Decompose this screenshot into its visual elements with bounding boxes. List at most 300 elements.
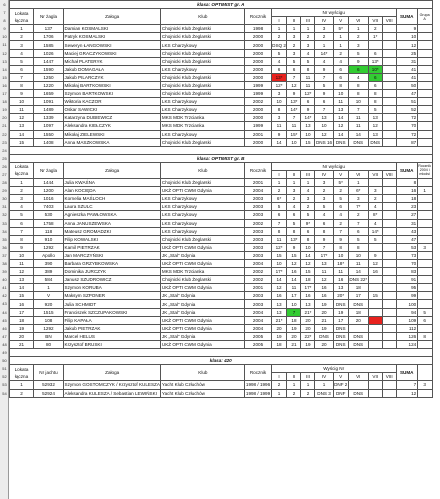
cell[interactable]: 1998 / 1999 [245,390,271,396]
cell[interactable]: 126 [396,332,417,340]
cell[interactable] [417,41,432,49]
cell[interactable]: 2002 [245,219,271,227]
cell[interactable]: 10 [333,251,348,259]
cell[interactable]: 1097 [34,122,64,130]
cell[interactable] [382,332,396,340]
cell[interactable]: 13* [287,235,301,243]
row-number[interactable]: 48 [2,341,7,347]
cell[interactable]: DNS 3 [315,389,333,397]
cell[interactable]: LKS Charzykowy [161,65,245,73]
cell[interactable]: Chojnicki Klub Żeglarski [161,235,245,243]
cell[interactable] [417,292,432,300]
cell[interactable]: 1 [348,179,368,187]
cell[interactable] [368,332,382,340]
cell[interactable] [382,227,396,235]
cell[interactable]: 5 [348,49,368,57]
cell[interactable]: 6 [287,211,301,219]
cell[interactable]: 12 [368,260,382,268]
cell[interactable]: 8 [315,227,333,235]
cell[interactable] [382,98,396,106]
cell[interactable]: V [34,292,64,300]
cell[interactable]: 2 [287,195,301,203]
cell[interactable]: 70 [396,260,417,268]
cell[interactable]: Katarzyna DUBIEWICZ [64,114,161,122]
table-row[interactable] [10,179,433,187]
cell[interactable] [417,251,432,259]
cell[interactable]: 9 [10,90,34,98]
cell[interactable]: 390 [34,260,64,268]
cell[interactable]: 11 [271,235,287,243]
cell[interactable]: Agnieszka PAWŁOWSKA [64,211,161,219]
cell[interactable]: 1220 [34,81,64,89]
row-number[interactable]: 11 [2,41,7,47]
cell[interactable]: Szymon BARTKOWSKI [64,90,161,98]
table-row[interactable] [10,381,433,389]
cell[interactable]: LKS Charzykowy [161,41,245,49]
cell[interactable]: 2001 [245,284,271,292]
cell[interactable]: 12 [333,122,348,130]
cell[interactable]: LKS Charzykowy [161,219,245,227]
cell[interactable]: 21 [10,340,34,348]
cell[interactable]: 14* [315,49,333,57]
cell[interactable]: 21 [315,316,333,324]
cell[interactable]: 4 [10,203,34,211]
cell[interactable] [417,25,432,33]
cell[interactable]: 14 [348,268,368,276]
cell[interactable]: DNS [333,138,348,146]
cell[interactable]: 9 [287,243,301,251]
cell[interactable]: 6 [348,65,368,73]
cell[interactable]: 12* [271,243,287,251]
cell[interactable]: 19 [301,340,315,348]
cell[interactable]: Michał PLATERYK [64,57,161,65]
cell[interactable]: 2 [271,381,287,389]
cell[interactable] [368,179,382,187]
cell[interactable]: Jakub PIETRZAK [64,324,161,332]
cell[interactable]: Mateusz GROMADZKI [64,227,161,235]
cell[interactable]: Kamil PIETRZAK [64,243,161,251]
cell[interactable]: 2 [315,33,333,41]
table-row[interactable] [10,49,433,57]
cell[interactable]: MKS MDK Trzcianka [161,122,245,130]
cell[interactable]: 20 [301,316,315,324]
cell[interactable]: 21* [271,316,287,324]
cell[interactable]: 4 [315,57,333,65]
cell[interactable]: 5 [315,81,333,89]
cell[interactable]: 6 [301,98,315,106]
cell[interactable]: 13* [287,98,301,106]
cell[interactable]: 1 [301,25,315,33]
cell[interactable]: 3 [315,25,333,33]
cell[interactable]: 12 [10,268,34,276]
cell[interactable]: 10 [10,251,34,259]
cell[interactable]: 1 [315,381,333,389]
cell[interactable] [382,381,396,389]
cell[interactable] [382,316,396,324]
cell[interactable]: 11 [333,268,348,276]
cell[interactable]: 16 [333,276,348,284]
cell[interactable]: 6 [287,65,301,73]
cell[interactable]: 4 [368,203,382,211]
cell[interactable]: 5 [368,106,382,114]
cell[interactable]: 13 [333,106,348,114]
cell[interactable]: 1999 [245,122,271,130]
cell[interactable]: 1447 [34,57,64,65]
cell[interactable]: 99 [396,292,417,300]
cell[interactable]: 1 [10,381,34,389]
cell[interactable]: 14 [10,284,34,292]
table-row[interactable] [10,292,433,300]
row-number[interactable]: 8 [3,17,6,23]
cell[interactable]: 14* [368,227,382,235]
cell[interactable]: 2002 [245,268,271,276]
cell[interactable]: 5 [333,195,348,203]
cell[interactable]: 16 [368,268,382,276]
cell[interactable]: 2003 [245,211,271,219]
cell[interactable]: JK „Stal” Gdynia [161,332,245,340]
cell[interactable]: 1 [348,25,368,33]
cell[interactable]: 3 [10,41,34,49]
cell[interactable]: DNS [333,340,348,348]
cell[interactable]: 10 [301,130,315,138]
row-number[interactable]: 44 [2,309,7,315]
cell[interactable]: 8 [301,65,315,73]
cell[interactable] [382,65,396,73]
cell[interactable]: 25 [396,49,417,57]
cell[interactable] [348,324,368,332]
cell[interactable]: Chojnicki Klub Żeglarski [161,73,245,81]
cell[interactable]: 2 [10,187,34,195]
cell[interactable]: 2001 [245,179,271,187]
cell[interactable]: Aleksandra KIEŁCZYK [64,122,161,130]
cell[interactable]: 8 [333,81,348,89]
results-table[interactable] [9,0,433,398]
cell[interactable]: 1026 [34,49,64,57]
cell[interactable] [417,138,432,146]
cell[interactable]: UKŻ OPTI CWM Gdynia [161,187,245,195]
cell[interactable]: 10 [287,300,301,308]
cell[interactable]: 9 [333,235,348,243]
cell[interactable]: 6 [10,65,34,73]
cell[interactable]: 52 [396,106,417,114]
cell[interactable]: Maciej GRACZYKOWSKI [64,49,161,57]
row-number[interactable]: 45 [2,317,7,323]
cell[interactable] [382,308,396,316]
cell[interactable]: UKŻ OPTI CWM Gdynia [161,260,245,268]
cell[interactable]: 52924 [34,389,64,397]
cell[interactable]: 6 [315,219,333,227]
cell[interactable]: 18 [348,308,368,316]
cell[interactable]: 27 [396,211,417,219]
cell[interactable] [417,211,432,219]
cell[interactable] [368,276,382,284]
cell[interactable]: 9 [287,90,301,98]
cell[interactable]: 19 [333,308,348,316]
cell[interactable]: 16 [271,292,287,300]
cell[interactable]: 7 [287,73,301,81]
row-number[interactable]: 24 [2,147,7,153]
cell[interactable] [382,324,396,332]
cell[interactable]: 3 [301,195,315,203]
table-row[interactable] [10,332,433,340]
cell[interactable]: 5 [315,203,333,211]
cell[interactable]: 8 [333,243,348,251]
cell[interactable] [382,195,396,203]
cell[interactable] [382,90,396,98]
cell[interactable]: 13 [301,122,315,130]
cell[interactable]: 2000 [245,106,271,114]
cell[interactable]: 9 [396,25,417,33]
cell[interactable]: 2003 [245,243,271,251]
table-row[interactable] [10,98,433,106]
cell[interactable]: LKS Charzykowy [161,227,245,235]
cell[interactable] [417,98,432,106]
cell[interactable]: 18 [287,316,301,324]
cell[interactable] [417,300,432,308]
cell[interactable]: 20 [271,324,287,332]
cell[interactable]: 10 [333,90,348,98]
cell[interactable]: 2 [368,25,382,33]
cell[interactable]: DSQ 2 [272,42,286,48]
cell[interactable]: 12 [271,284,287,292]
cell[interactable] [417,57,432,65]
cell[interactable]: 2000 [245,33,271,41]
cell[interactable]: 5 [287,219,301,227]
cell[interactable]: DNS 22* [349,277,368,283]
cell[interactable]: 11 [315,268,333,276]
cell[interactable]: 51 [396,98,417,106]
cell[interactable]: 1292 [34,243,64,251]
cell[interactable]: 2003 [245,227,271,235]
cell[interactable]: 2 [271,187,287,195]
cell[interactable]: 9 [348,57,368,65]
cell[interactable]: 7 [271,219,287,227]
table-row[interactable] [10,195,433,203]
cell[interactable]: 5 [368,235,382,243]
table-row[interactable] [10,122,433,130]
cell[interactable]: 9* [301,219,315,227]
cell[interactable]: 2 [301,203,315,211]
row-number[interactable]: 12 [2,50,7,56]
table-row[interactable] [10,251,433,259]
cell[interactable] [368,243,382,251]
row-number[interactable]: 46 [2,325,7,331]
cell[interactable] [368,389,382,397]
cell[interactable]: 9 [271,130,287,138]
cell[interactable]: 12 [368,122,382,130]
cell[interactable]: 5 [10,57,34,65]
cell[interactable]: 2 [368,195,382,203]
cell[interactable]: Yacht Klub Człuchów [161,389,245,397]
cell[interactable]: 3 [417,381,432,389]
cell[interactable]: 11 [301,81,315,89]
row-number[interactable]: 9 [3,25,6,31]
cell[interactable]: 1250 [34,73,64,81]
cell[interactable] [382,251,396,259]
table-row[interactable] [10,90,433,98]
cell[interactable]: Patryk KOSMALSKI [64,33,161,41]
cell[interactable]: 16 [301,292,315,300]
cell[interactable]: 2000 [245,41,271,49]
cell[interactable]: Alan KOCIĘDA [64,187,161,195]
cell[interactable]: MKS MDK Trzcianka [161,114,245,122]
cell[interactable]: 910 [34,235,64,243]
cell[interactable] [417,49,432,57]
cell[interactable]: 9 [301,106,315,114]
cell[interactable]: 5 [271,49,287,57]
cell[interactable]: 1659 [34,90,64,98]
cell[interactable]: 3 [368,187,382,195]
cell[interactable]: 20 [315,340,333,348]
cell[interactable]: 11 [348,122,368,130]
cell[interactable]: LKS Charzykowy [161,98,245,106]
cell[interactable]: 13* [271,73,287,81]
cell[interactable]: Julia KWAŚNA [64,179,161,187]
cell[interactable]: JK „Stal” Gdynia [161,251,245,259]
cell[interactable]: 7 [333,227,348,235]
cell[interactable]: 17 [287,292,301,300]
cell[interactable]: Chojnicki Klub Żeglarski [161,276,245,284]
table-row[interactable] [10,41,433,49]
cell[interactable]: 8 [10,235,34,243]
cell[interactable]: 584 [34,276,64,284]
cell[interactable] [417,235,432,243]
cell[interactable] [382,340,396,348]
row-number[interactable]: 40 [2,276,7,282]
table-row[interactable] [10,187,433,195]
cell[interactable]: 2003 [245,203,271,211]
cell[interactable]: 9 [315,235,333,243]
cell[interactable]: 95 [396,284,417,292]
cell[interactable]: 20 [287,332,301,340]
cell[interactable] [368,284,382,292]
cell[interactable]: 14 [287,276,301,284]
cell[interactable]: 1091 [34,98,64,106]
cell[interactable]: 2 [348,33,368,41]
cell[interactable]: 12 [287,81,301,89]
row-number[interactable]: 23 [2,139,7,145]
cell[interactable]: 2000 [245,138,271,146]
cell[interactable]: 2002 [245,98,271,106]
row-number[interactable]: 37 [2,252,7,258]
cell[interactable] [417,65,432,73]
cell[interactable]: 137 [34,25,64,33]
cell[interactable]: 94 [396,308,417,316]
cell[interactable]: 20 [301,324,315,332]
cell[interactable]: Yacht Klub Człuchów [161,381,245,389]
cell[interactable]: 6 [271,65,287,73]
cell[interactable] [382,179,396,187]
cell[interactable]: 41 [396,65,417,73]
cell[interactable]: 16 [315,284,333,292]
table-row[interactable] [10,114,433,122]
cell[interactable]: 91 [396,276,417,284]
row-number[interactable]: 16 [2,82,7,88]
cell[interactable] [417,81,432,89]
cell[interactable]: 1998 / 1996 [245,382,271,388]
cell[interactable]: Chojnicki Klub Żeglarski [161,33,245,41]
cell[interactable]: 6 [417,316,432,324]
cell[interactable]: 12 [301,260,315,268]
cell[interactable]: 1 [34,284,64,292]
cell[interactable]: 19 [315,324,333,332]
cell[interactable]: 13 [271,300,287,308]
cell[interactable] [417,268,432,276]
cell[interactable]: 1998 [245,25,271,33]
cell[interactable]: DNS 16 [315,139,333,145]
row-number[interactable]: 14 [2,66,7,72]
cell[interactable]: 13 [333,284,348,292]
cell[interactable]: 2001 [245,130,271,138]
cell[interactable]: DNS [315,332,333,340]
row-number[interactable]: 35 [2,236,7,242]
cell[interactable]: LKS Charzykowy [161,195,245,203]
cell[interactable]: 20 [315,308,333,316]
cell[interactable]: 43 [396,227,417,235]
cell[interactable]: 6 [301,227,315,235]
cell[interactable]: 18 [396,195,417,203]
cell[interactable]: Aleksandra KULESZA / Sebastian LEWIŃSKI [64,389,161,397]
cell[interactable] [382,203,396,211]
row-number[interactable]: 36 [2,244,7,250]
cell[interactable] [382,33,396,41]
table-row[interactable] [10,25,433,33]
row-number[interactable]: 54 [2,390,7,396]
cell[interactable]: 11 [10,106,34,114]
cell[interactable]: 109 [396,316,417,324]
cell[interactable]: 72 [396,114,417,122]
cell[interactable] [348,381,368,389]
cell[interactable]: Oskar SAWICKI [64,106,161,114]
cell[interactable]: 1 [271,179,287,187]
cell[interactable]: 1585 [34,41,64,49]
cell[interactable]: 1016 [34,195,64,203]
cell[interactable]: 2 [271,33,287,41]
cell[interactable]: 2 [301,33,315,41]
cell[interactable] [382,106,396,114]
cell[interactable]: 10 [348,251,368,259]
row-number[interactable]: 10 [2,33,7,39]
cell[interactable]: 6 [348,227,368,235]
table-row[interactable] [10,284,433,292]
row-number[interactable]: 15 [2,74,7,80]
cell[interactable] [368,41,382,49]
cell[interactable]: 1758 [34,219,64,227]
cell[interactable] [382,122,396,130]
row-number[interactable]: 32 [2,211,7,217]
cell[interactable]: DNS [348,332,368,340]
cell[interactable]: 1 [287,25,301,33]
cell[interactable]: 2 [10,389,34,397]
cell[interactable]: 19 [287,324,301,332]
cell[interactable]: 10* [368,65,382,73]
cell[interactable]: 4 [301,187,315,195]
cell[interactable]: 7403 [34,203,64,211]
row-number[interactable]: 50 [2,357,7,363]
cell[interactable]: 5 [417,308,432,316]
row-number[interactable]: 47 [2,333,7,339]
cell[interactable]: UKŻ OPTI CWM Gdynia [161,316,245,324]
cell[interactable]: 5* [333,179,348,187]
cell[interactable]: 1 [10,25,34,33]
cell[interactable]: 10 [271,260,287,268]
cell[interactable]: Mikołaj BARTKOWSKI [64,81,161,89]
cell[interactable]: 13 [301,300,315,308]
cell[interactable]: JK „Stal” Gdynia [161,292,245,300]
cell[interactable]: 17 [10,308,34,316]
cell[interactable] [382,276,396,284]
cell[interactable]: 20 [10,332,34,340]
